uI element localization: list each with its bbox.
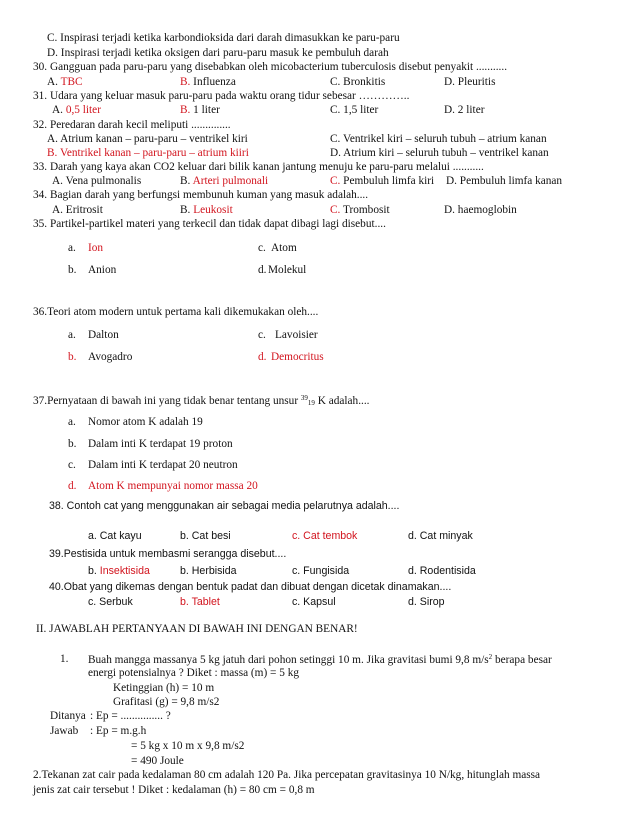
q35-option-c-letter: c. (258, 242, 266, 254)
q33-option-a: A. Vena pulmonalis (52, 175, 142, 187)
essay1-line3: Ketinggian (h) = 10 m (113, 682, 215, 694)
q36-option-b: Avogadro (88, 351, 133, 363)
q31-option-c: C. 1,5 liter (330, 104, 379, 116)
q34-question: 34. Bagian darah yang berfungsi membunuh kuman yang masuk adalah.... (33, 189, 369, 201)
q31-option-d: D. 2 liter (444, 104, 485, 116)
q36-option-d-letter: d. (258, 351, 267, 363)
q31-option-a: A. 0,5 liter (52, 104, 101, 116)
q32-option-b: B. Ventrikel kanan – paru-paru – atrium kiiri (47, 147, 249, 159)
q37-option-d-letter: d. (68, 480, 77, 492)
section-title: II. JAWABLAH PERTANYAAN DI BAWAH INI DENGAN BENAR! (36, 623, 358, 635)
q30-option-c: C. Bronkitis (330, 76, 386, 88)
q40-question: 40.Obat yang dikemas dengan bentuk padat dan dibuat dengan dicetak dinamakan.... (49, 581, 452, 593)
q35-question: 35. Partikel-partikel materi yang terkecil dan tidak dapat dibagi lagi disebut.... (33, 218, 386, 230)
q32-option-c: C. Ventrikel kiri – seluruh tubuh – atrium kanan (330, 133, 547, 145)
q32-option-d: D. Atrium kiri – seluruh tubuh – ventrikel kanan (330, 147, 549, 159)
q40-option-d: d. Sirop (408, 596, 445, 608)
essay1-jawab: : Ep = m.g.h (90, 725, 147, 737)
q37-option-c: Dalam inti K terdapat 20 neutron (88, 459, 238, 471)
q30-option-d: D. Pleuritis (444, 76, 496, 88)
essay1-step3: = 490 Joule (131, 755, 184, 767)
q39-option-a: b. Insektisida (88, 565, 150, 577)
q32-option-a: A. Atrium kanan – paru-paru – ventrikel kiri (47, 133, 248, 145)
essay1-ditanya: : Ep = ............... ? (90, 710, 171, 722)
q35-option-d: Molekul (268, 264, 307, 276)
essay1-line4: Grafitasi (g) = 9,8 m/s2 (113, 696, 220, 708)
q35-option-a-letter: a. (68, 242, 76, 254)
q40-option-a: c. Serbuk (88, 596, 133, 608)
q31-option-b: B. 1 liter (180, 104, 220, 116)
essay2-line2: jenis zat cair tersebut ! Diket : kedalaman (h) = 80 cm = 0,8 m (33, 784, 315, 796)
q38-option-b: b. Cat besi (180, 530, 231, 542)
q37-option-d: Atom K mempunyai nomor massa 20 (88, 480, 258, 492)
q39-option-c: c. Fungisida (292, 565, 350, 577)
q35-option-b-letter: b. (68, 264, 77, 276)
q29-option-d: D. Inspirasi terjadi ketika oksigen dari paru-paru masuk ke pembuluh darah (47, 47, 389, 59)
q30-option-a: A. TBC (47, 76, 83, 88)
essay1-jawab-label: Jawab (50, 725, 79, 737)
q30-option-b: B. Influenza (180, 76, 236, 88)
q33-question: 33. Darah yang kaya akan CO2 keluar dari bilik kanan jantung menuju ke paru-paru melalui ........... (33, 161, 484, 173)
q36-option-b-letter: b. (68, 351, 77, 363)
q30-answer: TBC (60, 76, 83, 88)
q35-option-a: Ion (88, 242, 104, 254)
q34-option-a: A. Eritrosit (52, 204, 103, 216)
q39-question: 39.Pestisida untuk membasmi serangga disebut.... (49, 548, 287, 560)
q39-option-b: b. Herbisida (180, 565, 237, 577)
q33-option-b: B. Arteri pulmonali (180, 175, 269, 187)
q36-option-d: Democritus (271, 351, 324, 363)
q37-option-a: Nomor atom K adalah 19 (88, 416, 203, 428)
q36-question: 36.Teori atom modern untuk pertama kali dikemukakan oleh.... (33, 306, 319, 318)
q38-option-a: a. Cat kayu (88, 530, 142, 542)
essay1-step2: = 5 kg x 10 m x 9,8 m/s2 (131, 740, 245, 752)
q35-option-d-letter: d. (258, 264, 267, 276)
q39-option-d: d. Rodentisida (408, 565, 476, 577)
q37-option-a-letter: a. (68, 416, 76, 428)
atomic-number: 19 (307, 399, 315, 407)
q34-option-c: C. Trombosit (330, 204, 390, 216)
q32-question: 32. Peredaran darah kecil meliputi .............. (33, 119, 231, 131)
q40-option-c: c. Kapsul (292, 596, 336, 608)
q34-option-d: D. haemoglobin (444, 204, 517, 216)
q37-option-b: Dalam inti K terdapat 19 proton (88, 438, 233, 450)
q35-option-c: Atom (271, 242, 297, 254)
q34-option-b: B. Leukosit (180, 204, 233, 216)
essay2-line1: 2.Tekanan zat cair pada kedalaman 80 cm adalah 120 Pa. Jika percepatan gravitasinya 10 N/kg, hitunglah massa (33, 769, 541, 781)
q38-option-d: d. Cat minyak (408, 530, 473, 542)
essay1-number: 1. (60, 653, 69, 665)
q36-option-a-letter: a. (68, 329, 76, 341)
q33-option-c: C. Pembuluh limfa kiri (330, 175, 435, 187)
essay1-line1: Buah mangga massanya 5 kg jatuh dari pohon setinggi 10 m. Jika gravitasi bumi 9,8 $m/s^2$ berapa besar (88, 653, 552, 666)
q36-option-c: Lavoisier (275, 329, 318, 341)
q38-option-c: c. Cat tembok (292, 530, 358, 542)
q33-option-d: D. Pembuluh limfa kanan (446, 175, 563, 187)
q38-question: 38. Contoh cat yang menggunakan air sebagai media pelarutnya adalah.... (49, 500, 400, 512)
q30-question: 30. Gangguan pada paru-paru yang disebabkan oleh micobacterium tuberculosis disebut penyakit ........... (33, 61, 508, 73)
essay1-ditanya-label: Ditanya (50, 710, 86, 722)
essay1-line2: energi potensialnya ? Diket : massa (m) = 5 kg (88, 667, 300, 679)
q37-question: 37.Pernyataan di bawah ini yang tidak benar tentang unsur $^{39}_{19}$ K adalah.... (33, 394, 370, 407)
mass-number: 39 (300, 394, 308, 402)
q29-option-c: C. Inspirasi terjadi ketika karbondioksida dari darah dimasukkan ke paru-paru (47, 32, 400, 44)
q36-option-a: Dalton (88, 329, 119, 341)
q40-option-b: b. Tablet (180, 596, 220, 608)
q37-option-b-letter: b. (68, 438, 77, 450)
q31-question: 31. Udara yang keluar masuk paru-paru pada waktu orang tidur sebesar ………….. (33, 90, 410, 102)
q35-option-b: Anion (88, 264, 117, 276)
q37-option-c-letter: c. (68, 459, 76, 471)
q36-option-c-letter: c. (258, 329, 266, 341)
